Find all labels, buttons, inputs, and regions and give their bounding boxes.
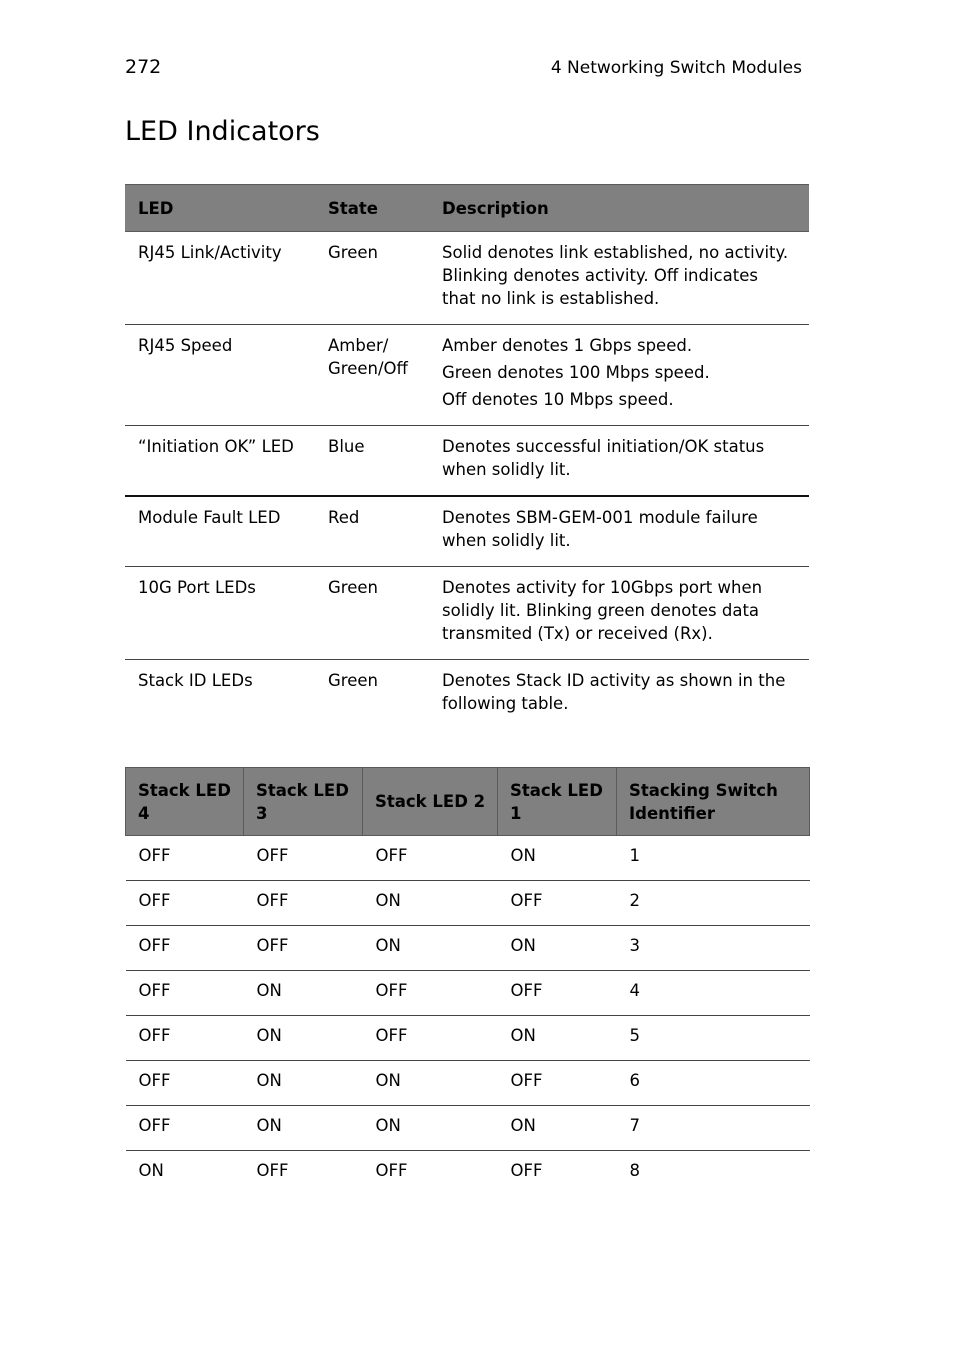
description-column-header: Description [429, 185, 809, 232]
stack-led-3-cell: ON [244, 971, 363, 1016]
description-line: Denotes SBM-GEM-001 module failure [442, 508, 758, 527]
stack-led-4-cell: OFF [126, 836, 244, 881]
stack-led-3-header: Stack LED 3 [244, 768, 363, 836]
led-state [315, 426, 429, 497]
switch-identifier-cell: 4 [617, 971, 810, 1016]
led-state [315, 567, 429, 660]
stack-led-4-cell: OFF [126, 1106, 244, 1151]
stacking-switch-identifier-header: Stacking Switch Identifier [617, 768, 810, 836]
stack-led-2-cell: OFF [375, 1161, 408, 1180]
switch-identifier-cell: 3 [617, 926, 810, 971]
stack-led-4-cell: OFF [126, 1061, 244, 1106]
led-name: “Initiation OK” LED [125, 426, 315, 497]
stack-led-3-cell: OFF [244, 881, 363, 926]
state-line: Green [328, 578, 378, 597]
description-line: Off denotes 10 Mbps speed. [442, 390, 674, 409]
stack-led-1-cell: ON [498, 836, 617, 881]
table-row [125, 496, 809, 567]
led-table-header-row [125, 185, 809, 232]
state-line: Blue [328, 437, 365, 456]
state-line: Green [328, 671, 378, 690]
stack-led-4-header: Stack LED 4 [126, 768, 244, 836]
stack-led-4-cell: OFF [126, 926, 244, 971]
state-column-header: State [315, 185, 429, 232]
stack-led-3-cell: OFF [244, 836, 363, 881]
switch-identifier-cell: 5 [617, 1016, 810, 1061]
description-line: when solidly lit. [442, 460, 571, 479]
led-name: 10G Port LEDs [125, 567, 315, 660]
description-line: Blinking denotes activity. Off indicates [442, 266, 758, 285]
stack-led-3-cell: ON [244, 1061, 363, 1106]
stack-led-1-cell: ON [498, 1016, 617, 1061]
led-description [429, 325, 809, 426]
stack-table-header-row [126, 768, 810, 836]
stack-led-2-cell: OFF [363, 1016, 498, 1061]
page-number: 272 [125, 56, 162, 78]
led-state [315, 660, 429, 730]
led-description [429, 426, 809, 497]
stack-led-1-header: Stack LED 1 [498, 768, 617, 836]
state-line: Amber/ [328, 336, 389, 355]
stack-led-2-header: Stack LED 2 [363, 768, 498, 836]
section-title: LED Indicators [125, 116, 320, 147]
switch-identifier-cell: 2 [617, 881, 810, 926]
state-line: Green/Off [328, 359, 408, 378]
stack-led-3-cell: ON [244, 1016, 363, 1061]
table-row [126, 1061, 810, 1106]
table-row [126, 1151, 810, 1196]
description-line: Denotes successful initiation/OK status [442, 437, 765, 456]
stack-led-2-cell: ON [363, 1061, 498, 1106]
stack-led-2-cell: OFF [363, 971, 498, 1016]
stack-led-4-cell: OFF [126, 1016, 244, 1061]
table-row [125, 426, 809, 497]
led-state [315, 325, 429, 426]
stack-led-1-cell: ON [498, 926, 617, 971]
description-line: when solidly lit. [442, 531, 571, 550]
stack-led-1-cell: OFF [498, 1061, 617, 1106]
stack-led-4-cell: OFF [126, 881, 244, 926]
description-line: transmited (Tx) or received (Rx). [442, 624, 713, 643]
stack-led-3-cell: ON [244, 1106, 363, 1151]
stack-led-2-cell: OFF [363, 836, 498, 881]
table-row [125, 660, 809, 730]
led-description [429, 232, 809, 325]
table-row [126, 881, 810, 926]
chapter-header: 4 Networking Switch Modules [550, 58, 802, 78]
led-description [429, 496, 809, 567]
stack-led-3-cell: OFF [256, 1161, 289, 1180]
stack-id-table [125, 767, 810, 1196]
switch-identifier-cell: 6 [617, 1061, 810, 1106]
stack-led-1-cell: OFF [498, 881, 617, 926]
stack-led-2-cell: ON [363, 1106, 498, 1151]
stack-led-1-cell: ON [498, 1106, 617, 1151]
state-line: Green [328, 243, 378, 262]
led-description [429, 567, 809, 660]
stack-led-1-cell: OFF [510, 1161, 543, 1180]
led-name: RJ45 Link/Activity [125, 232, 315, 325]
switch-identifier-cell: 8 [629, 1161, 640, 1180]
stack-led-1-cell: OFF [498, 971, 617, 1016]
description-line: Green denotes 100 Mbps speed. [442, 363, 710, 382]
description-line: solidly lit. Blinking green denotes data [442, 601, 760, 620]
led-name: Stack ID LEDs [138, 671, 253, 690]
description-line: Denotes Stack ID activity as shown in the [442, 671, 786, 690]
description-line: Denotes activity for 10Gbps port when [442, 578, 763, 597]
led-column-header: LED [125, 185, 315, 232]
stack-led-4-cell: OFF [126, 971, 244, 1016]
switch-identifier-cell: 7 [617, 1106, 810, 1151]
switch-identifier-cell: 1 [617, 836, 810, 881]
description-line: Amber denotes 1 Gbps speed. [442, 336, 693, 355]
description-line: that no link is established. [442, 289, 660, 308]
table-row [126, 971, 810, 1016]
table-row [126, 926, 810, 971]
table-row [125, 567, 809, 660]
led-state [315, 496, 429, 567]
table-row [125, 232, 809, 325]
table-row [125, 325, 809, 426]
stack-led-4-cell: ON [138, 1161, 164, 1180]
led-description [429, 660, 809, 730]
state-line: Red [328, 508, 360, 527]
description-line: following table. [442, 694, 569, 713]
table-row [126, 1016, 810, 1061]
table-row [126, 1106, 810, 1151]
led-name: RJ45 Speed [125, 325, 315, 426]
stack-led-2-cell: ON [363, 881, 498, 926]
led-name: Module Fault LED [125, 496, 315, 567]
stack-led-3-cell: OFF [244, 926, 363, 971]
table-row [126, 836, 810, 881]
led-state [315, 232, 429, 325]
led-indicators-table [125, 184, 809, 729]
description-line: Solid denotes link established, no activity. [442, 243, 789, 262]
stack-led-2-cell: ON [363, 926, 498, 971]
